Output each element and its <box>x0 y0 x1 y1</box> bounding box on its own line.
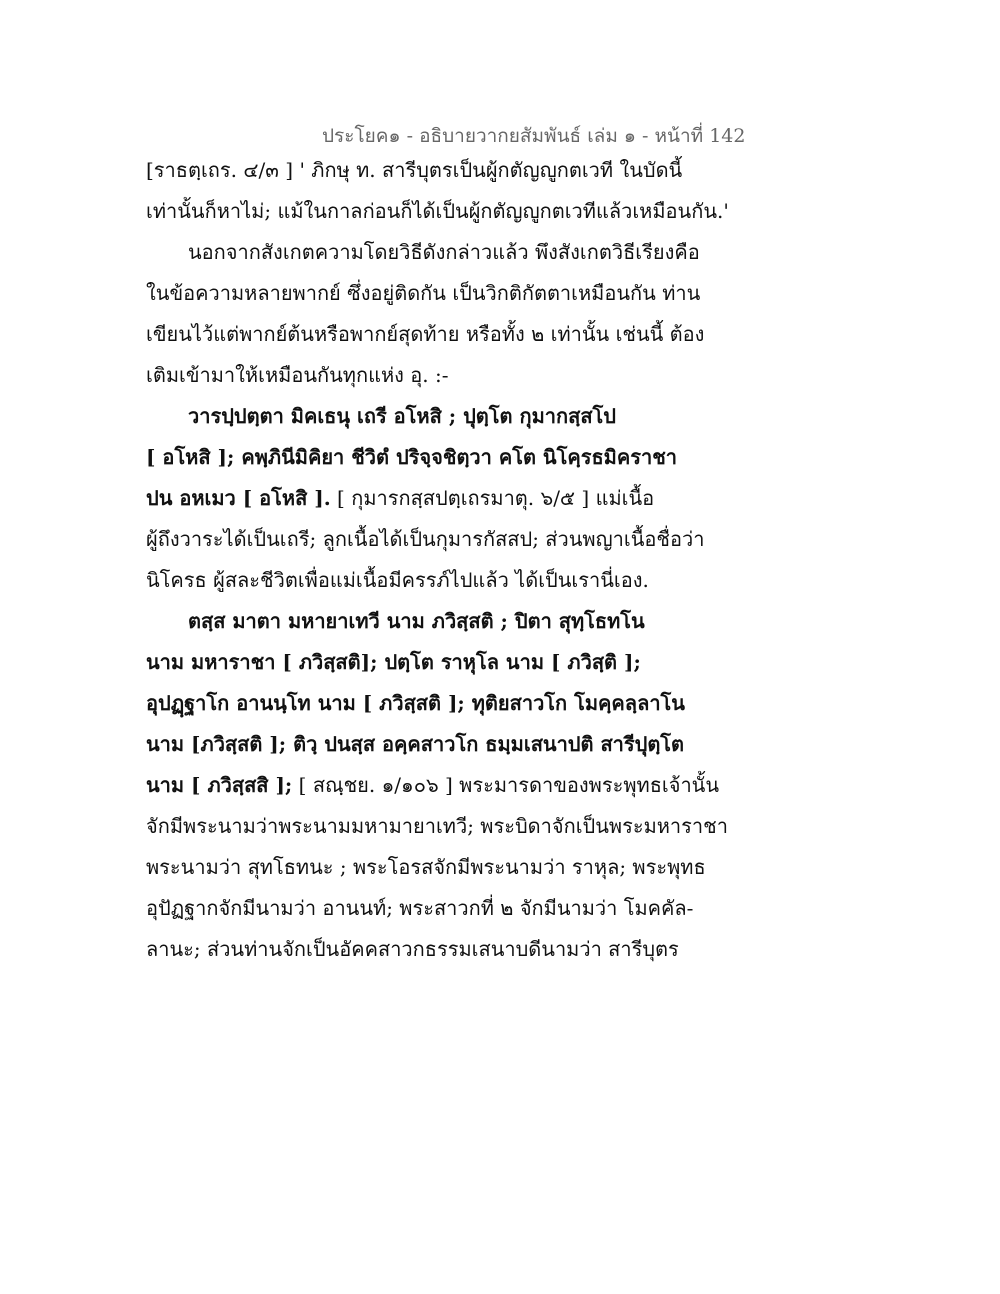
text-line: ในข้อความหลายพากย์ ซึ่งอยู่ติดกัน เป็นวิกติกัตตาเหมือนกัน ท่าน <box>146 281 701 305</box>
translation-fragment: [ สณฺชย. ๑/๑๐๖ ] พระมารดาของพระพุทธเจ้านั้น <box>292 773 720 797</box>
pali-fragment: นาม [ ภวิสฺสสิ ]; <box>146 773 293 797</box>
pali-fragment: ปน อหเมว [ อโหสิ ]. <box>146 486 331 510</box>
pali-line: [ อโหสิ ]; คพฺภินีมิคิยา ชีวิตํ ปริจฺจชิตฺวา คโต นิโคฺรธมิคราชา <box>146 445 678 469</box>
text-line: ลานะ; ส่วนท่านจักเป็นอัคคสาวกธรรมเสนาบดีนามว่า สารีบุตร <box>146 937 679 961</box>
pali-line: อุปฏฺฐาโก อานนฺโท นาม [ ภวิสฺสติ ]; ทุติยสาวโก โมคฺคลฺลาโน <box>146 691 685 715</box>
text-line: พระนามว่า สุทโธทนะ ; พระโอรสจักมีพระนามว่า ราหุล; พระพุทธ <box>146 855 706 879</box>
text-line <box>146 478 706 519</box>
text-line: ผู้ถึงวาระได้เป็นเถรี; ลูกเนื้อได้เป็นกุมารกัสสป; ส่วนพญาเนื้อชื่อว่า <box>146 527 705 551</box>
running-head: ประโยค๑ - อธิบายวากยสัมพันธ์ เล่ม ๑ - หน้าที่ 142 <box>322 125 746 147</box>
text-line: เติมเข้ามาให้เหมือนกันทุกแห่ง อุ. :- <box>146 363 449 387</box>
pali-line: นาม [ภวิสฺสติ ]; ติวฺ ปนสฺส อคฺคสาวโก ธมฺมเสนาปติ สารีปุตฺโต <box>146 732 685 756</box>
text-line: [ราธตฺเถร. ๔/๓ ] ' ภิกษุ ท. สารีบุตรเป็นผู้กตัญญูกตเวที ในบัดนี้ <box>146 158 683 182</box>
pali-line: ตสฺส มาตา มหายาเทวี นาม ภวิสฺสติ ; ปิตา สุทฺโธทโน <box>188 609 645 633</box>
pali-line: วารปฺปตฺตา มิคเธนุ เถรี อโหสิ ; ปุตฺโต กุมากสฺสโป <box>188 404 616 428</box>
text-line: เท่านั้นก็หาไม่; แม้ในกาลก่อนก็ได้เป็นผู้กตัญญูกตเวทีแล้วเหมือนกัน.' <box>146 199 729 223</box>
text-line <box>146 765 720 806</box>
text-line: นอกจากสังเกตความโดยวิธีดังกล่าวแล้ว พึงสังเกตวิธีเรียงคือ <box>188 240 700 264</box>
text-line: เขียนไว้แต่พากย์ต้นหรือพากย์สุดท้าย หรือทั้ง ๒ เท่านั้น เช่นนี้ ต้อง <box>146 322 705 346</box>
body-text <box>146 150 729 970</box>
text-line: อุปัฏฐากจักมีนามว่า อานนท์; พระสาวกที่ ๒ จักมีนามว่า โมคคัล- <box>146 896 694 920</box>
text-line: นิโครธ ผู้สละชีวิตเพื่อแม่เนื้อมีครรภ์ไปแล้ว ได้เป็นเรานี่เอง. <box>146 568 649 592</box>
text-line: จักมีพระนามว่าพระนามมหามายาเทวี; พระบิดาจักเป็นพระมหาราชา <box>146 814 728 838</box>
pali-line: นาม มหาราชา [ ภวิสฺสติ]; ปตฺโต ราหุโล นาม [ ภวิสฺติ ]; <box>146 650 641 674</box>
translation-fragment: [ กุมารกสฺสปตฺเถรมาตุ. ๖/๕ ] แม่เนื้อ <box>330 486 655 510</box>
